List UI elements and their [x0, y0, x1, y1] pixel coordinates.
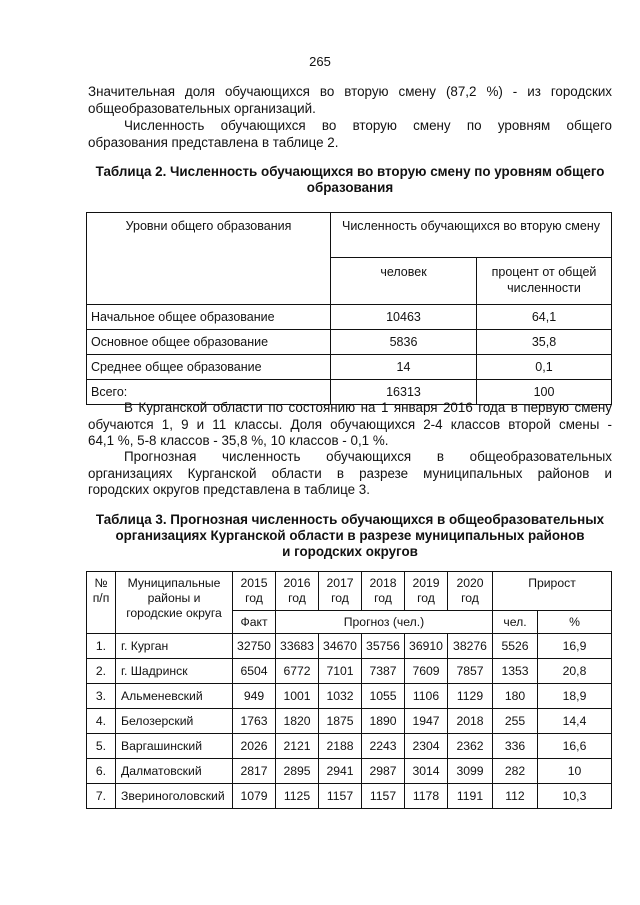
paragraph-first-shift: В Курганской области по состоянию на 1 января 2016 года в первую смену обучаются 1, 9 и 11 классы. Доля обучающихся 2-4 классов второй смены - 64,1 %, 5-8 классов - 35,8 %, 10 классов - 0,1 %.	[88, 400, 612, 448]
t3-col-num: № п/п	[87, 572, 116, 634]
t3-cell: 3014	[405, 759, 448, 784]
t3-cell: 1055	[362, 684, 405, 709]
t3-cell: 2121	[276, 734, 319, 759]
t3-cell: 949	[233, 684, 276, 709]
paragraph-table2-intro: Численность обучающихся во вторую смену по уровням общего образования представлена в таблице 2.	[88, 118, 612, 150]
t3-cell: 2895	[276, 759, 319, 784]
t3-cell-pct: 20,8	[538, 659, 612, 684]
t3-row-num: 6.	[87, 759, 116, 784]
t3-cell: 2026	[233, 734, 276, 759]
table3	[86, 571, 612, 809]
t3-cell-chel: 282	[493, 759, 538, 784]
t3-cell: 7101	[319, 659, 362, 684]
t3-cell: 1001	[276, 684, 319, 709]
t3-cell: 2817	[233, 759, 276, 784]
t3-cell: 2188	[319, 734, 362, 759]
t3-fact: Факт	[233, 611, 276, 634]
table3-caption: Таблица 3. Прогнозная численность обучающихся в общеобразовательных организациях Курганской области в разрезе муниципальных районов и городских округов	[95, 512, 605, 559]
t3-row-num: 7.	[87, 784, 116, 809]
t3-cell-chel: 5526	[493, 634, 538, 659]
t3-cell: 2362	[448, 734, 493, 759]
t3-forecast: Прогноз (чел.)	[276, 611, 493, 634]
t3-chel: чел.	[493, 611, 538, 634]
t3-row-name: г. Шадринск	[116, 659, 233, 684]
t3-row-name: г. Курган	[116, 634, 233, 659]
t2-col-levels: Уровни общего образования	[87, 213, 331, 305]
t3-cell-chel: 336	[493, 734, 538, 759]
t3-cell-chel: 1353	[493, 659, 538, 684]
t3-cell: 32750	[233, 634, 276, 659]
table-row	[87, 784, 612, 809]
t2-col-people: человек	[331, 258, 477, 305]
t3-cell: 3099	[448, 759, 493, 784]
t2-percent: 100	[477, 380, 612, 405]
table-row	[87, 330, 612, 355]
t3-year-2015: 2015 год	[233, 572, 276, 611]
t3-cell: 7609	[405, 659, 448, 684]
t3-cell-pct: 14,4	[538, 709, 612, 734]
table-row	[87, 759, 612, 784]
page-number: 265	[309, 54, 331, 69]
t3-row-name: Далматовский	[116, 759, 233, 784]
t3-cell: 7387	[362, 659, 405, 684]
t3-row-name: Белозерский	[116, 709, 233, 734]
t3-pct: %	[538, 611, 612, 634]
t3-cell-pct: 16,6	[538, 734, 612, 759]
t3-year-2017: 2017 год	[319, 572, 362, 611]
table-row	[87, 355, 612, 380]
t2-percent: 64,1	[477, 305, 612, 330]
t3-row-num: 1.	[87, 634, 116, 659]
t3-col-growth: Прирост	[493, 572, 612, 611]
t3-cell: 1032	[319, 684, 362, 709]
t3-cell: 2243	[362, 734, 405, 759]
t2-col-count: Численность обучающихся во вторую смену	[331, 213, 612, 258]
t3-cell: 1875	[319, 709, 362, 734]
t3-cell: 1763	[233, 709, 276, 734]
table-row	[87, 734, 612, 759]
t3-year-2020: 2020 год	[448, 572, 493, 611]
t3-row-num: 5.	[87, 734, 116, 759]
t3-cell: 35756	[362, 634, 405, 659]
t3-row-num: 3.	[87, 684, 116, 709]
paragraph-second-shift-share: Значительная доля обучающихся во вторую смену (87,2 %) - из городских общеобразовательных организаций.	[88, 84, 612, 116]
t3-cell: 6772	[276, 659, 319, 684]
t3-year-2018: 2018 год	[362, 572, 405, 611]
t3-cell: 6504	[233, 659, 276, 684]
table-row	[87, 659, 612, 684]
paragraph-table3-intro: Прогнозная численность обучающихся в общеобразовательных организациях Курганской области в разрезе муниципальных районов и городских округов представлена в таблице 3.	[88, 449, 612, 497]
t3-cell: 1129	[448, 684, 493, 709]
t3-col-name: Муниципальные районы и городские округа	[116, 572, 233, 634]
table-row	[87, 634, 612, 659]
t3-cell-chel: 180	[493, 684, 538, 709]
t3-row-num: 2.	[87, 659, 116, 684]
t2-people: 5836	[331, 330, 477, 355]
t2-people: 10463	[331, 305, 477, 330]
t2-percent: 35,8	[477, 330, 612, 355]
t2-percent: 0,1	[477, 355, 612, 380]
t3-cell: 1890	[362, 709, 405, 734]
t3-cell: 1079	[233, 784, 276, 809]
t3-cell: 38276	[448, 634, 493, 659]
t3-row-name: Варгашинский	[116, 734, 233, 759]
t3-cell: 1178	[405, 784, 448, 809]
t3-cell-pct: 16,9	[538, 634, 612, 659]
t3-cell: 2304	[405, 734, 448, 759]
t2-col-percent: процент от общей численности	[477, 258, 612, 305]
table-row	[87, 684, 612, 709]
t2-people: 16313	[331, 380, 477, 405]
t2-level: Всего:	[87, 380, 331, 405]
t3-cell-chel: 255	[493, 709, 538, 734]
table-row	[87, 709, 612, 734]
t3-row-num: 4.	[87, 709, 116, 734]
t2-level: Среднее общее образование	[87, 355, 331, 380]
t3-cell: 7857	[448, 659, 493, 684]
t3-cell: 36910	[405, 634, 448, 659]
t3-year-2016: 2016 год	[276, 572, 319, 611]
t3-cell-pct: 10	[538, 759, 612, 784]
t3-cell-pct: 10,3	[538, 784, 612, 809]
t2-people: 14	[331, 355, 477, 380]
t3-cell: 1947	[405, 709, 448, 734]
t3-cell-pct: 18,9	[538, 684, 612, 709]
table-row	[87, 305, 612, 330]
t3-cell-chel: 112	[493, 784, 538, 809]
table2-caption: Таблица 2. Численность обучающихся во вторую смену по уровням общего образования	[95, 164, 605, 195]
table2	[86, 212, 612, 405]
t3-cell: 1820	[276, 709, 319, 734]
t3-cell: 33683	[276, 634, 319, 659]
t3-cell: 2941	[319, 759, 362, 784]
t2-level: Начальное общее образование	[87, 305, 331, 330]
t3-cell: 1125	[276, 784, 319, 809]
t3-row-name: Альменевский	[116, 684, 233, 709]
t3-cell: 2018	[448, 709, 493, 734]
t3-cell: 2987	[362, 759, 405, 784]
t3-row-name: Звериноголовский	[116, 784, 233, 809]
t3-cell: 1191	[448, 784, 493, 809]
t3-cell: 34670	[319, 634, 362, 659]
t2-level: Основное общее образование	[87, 330, 331, 355]
t3-cell: 1106	[405, 684, 448, 709]
t3-cell: 1157	[362, 784, 405, 809]
t3-cell: 1157	[319, 784, 362, 809]
t3-year-2019: 2019 год	[405, 572, 448, 611]
